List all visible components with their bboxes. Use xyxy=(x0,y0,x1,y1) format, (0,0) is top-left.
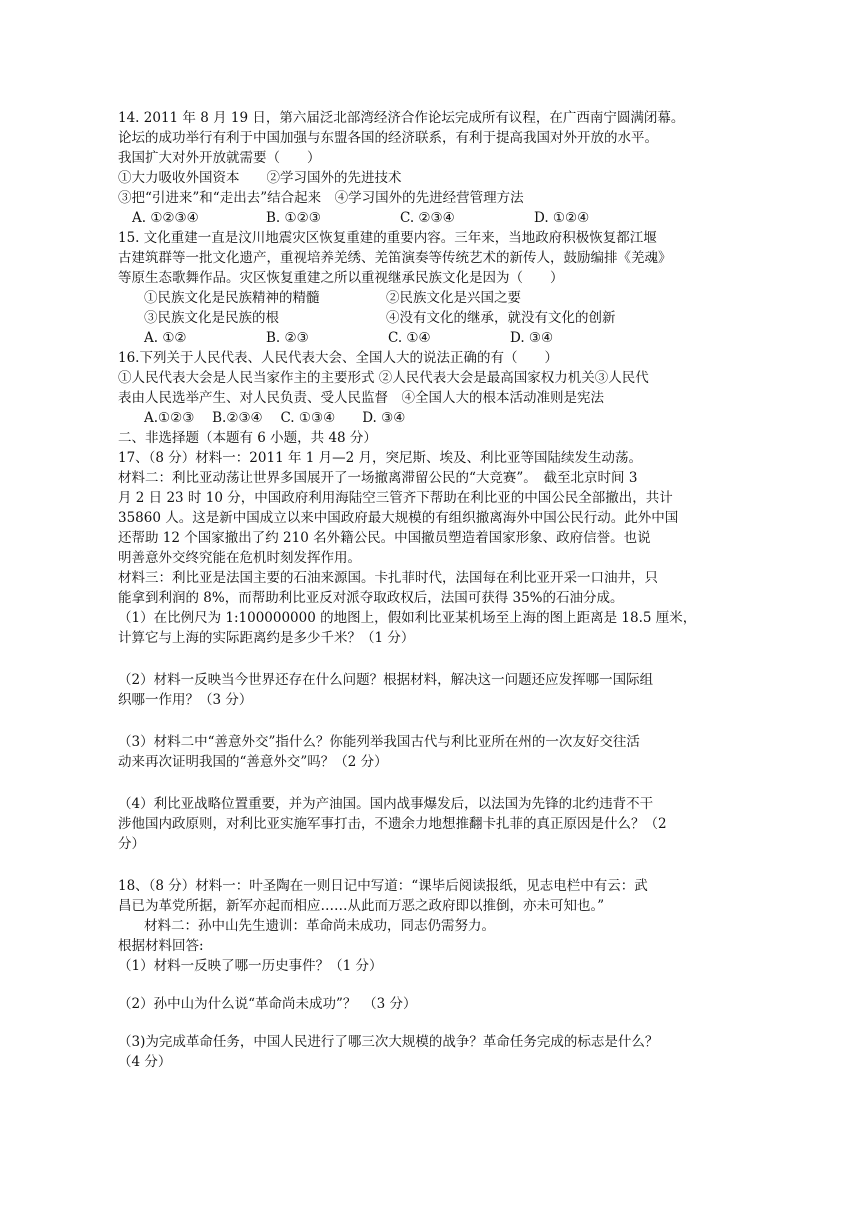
option-b: B. ②③ xyxy=(266,330,309,346)
question-line: 16.下列关于人民代表、人民代表大会、全国人大的说法正确的有（ ） xyxy=(118,350,558,366)
option-a: A. ①② xyxy=(144,330,187,346)
option-a: A. ①②③④ xyxy=(132,210,199,226)
option-c: C. ②③④ xyxy=(400,210,455,226)
sub-question-line: 计算它与上海的实际距离约是多少千米？（1 分） xyxy=(118,630,415,646)
answer-prompt: 根据材料回答: xyxy=(118,938,204,954)
sub-question-2: （2）孙中山为什么说“革命尚未成功”？ （3 分） xyxy=(118,996,417,1012)
sub-question-line: （4 分） xyxy=(118,1054,172,1070)
statement-2: ②民族文化是兴国之要 xyxy=(386,290,521,306)
answer-options xyxy=(118,328,758,348)
exam-content xyxy=(118,108,758,1072)
section-heading: 二、非选择题（本题有 6 小题，共 48 分） xyxy=(118,430,377,446)
material-line: 35860 人。这是新中国成立以来中国政府最大规模的有组织撤离海外中国公民行动。此外中国 xyxy=(118,510,679,526)
sub-question-line: 分） xyxy=(118,836,145,852)
question-line: 我国扩大对外开放就需要（ ） xyxy=(118,150,321,166)
question-17 xyxy=(118,448,758,854)
sub-question-line: 涉他国内政原则，对利比亚实施军事打击，不遗余力地想推翻卡扎菲的真正原因是什么？（2 xyxy=(118,816,667,832)
material-line: 明善意外交终究能在危机时刻发挥作用。 xyxy=(118,550,361,566)
material-1: 17、（8 分）材料一：2011 年 1 月—2 月，突尼斯、埃及、利比亚等国陆续发生动荡。 xyxy=(118,450,643,466)
material-2: 材料二：孙中山先生遗训：革命尚未成功，同志仍需努力。 xyxy=(144,918,495,934)
sub-question-line: （4）利比亚战略位置重要，并为产油国。国内战事爆发后，以法国为先锋的北约违背不干 xyxy=(118,796,654,812)
sub-question-line: （3）材料二中“善意外交”指什么？你能列举我国古代与利比亚所在州的一次友好交往活 xyxy=(118,734,640,750)
question-line: 表由人民选举产生、对人民负责、受人民监督 ④全国人大的根本活动准则是宪法 xyxy=(118,390,604,406)
sub-question-line: 动来再次证明我国的“善意外交”吗？（2 分） xyxy=(118,754,388,770)
question-18 xyxy=(118,876,758,1072)
option-d: D. ①②④ xyxy=(534,210,590,226)
question-15 xyxy=(118,228,758,348)
statement-1: ①民族文化是民族精神的精髓 xyxy=(144,290,320,306)
sub-question-2 xyxy=(118,670,758,710)
sub-question-line: 织哪一作用？（3 分） xyxy=(118,692,253,708)
material-3 xyxy=(118,568,758,608)
option-c: C. ①④ xyxy=(388,330,431,346)
material-2 xyxy=(118,468,758,568)
sub-question-3 xyxy=(118,1032,758,1072)
option-d: D. ③④ xyxy=(510,330,554,346)
material-line: 月 2 日 23 时 10 分，中国政府利用海陆空三管齐下帮助在利比亚的中国公民全部撤出，共计 xyxy=(118,490,673,506)
question-line: ③把“引进来”和“走出去”结合起来 ④学习国外的先进经营管理方法 xyxy=(118,190,524,206)
question-line: 15. 文化重建一直是汶川地震灾区恢复重建的重要内容。三年来，当地政府积极恢复都江堰 xyxy=(118,230,657,246)
sub-question-1 xyxy=(118,608,758,648)
question-line: 古建筑群等一批文化遗产，重视培养羌绣、羌笛演奏等传统艺术的新传人，鼓励编排《羌魂》 xyxy=(118,250,672,266)
question-14 xyxy=(118,108,758,228)
statement-3: ③民族文化是民族的根 xyxy=(144,310,279,326)
statement-4: ④没有文化的继承，就没有文化的创新 xyxy=(386,310,616,326)
material-line: 材料二：利比亚动荡让世界多国展开了一场撤离滞留公民的“大竞赛”。 截至北京时间 3 xyxy=(118,470,638,486)
sub-question-line: （2）材料一反映当今世界还存在什么问题？根据材料，解决这一问题还应发挥哪一国际组 xyxy=(118,672,654,688)
question-line: ①大力吸收外国资本 ②学习国外的先进技术 xyxy=(118,170,402,186)
material-line: 材料三：利比亚是法国主要的石油来源国。卡扎菲时代，法国每在利比亚开采一口油井，只 xyxy=(118,570,658,586)
sub-question-line: （3)为完成革命任务，中国人民进行了哪三次大规模的战争？革命任务完成的标志是什么？ xyxy=(118,1034,659,1050)
question-line: 论坛的成功举行有利于中国加强与东盟各国的经济联系，有利于提高我国对外开放的水平。 xyxy=(118,130,658,146)
sub-question-1: （1）材料一反映了哪一历史事件？（1 分） xyxy=(118,958,383,974)
option-b: B. ①②③ xyxy=(266,210,321,226)
material-line: 还帮助 12 个国家撤出了约 210 名外籍公民。中国撤员塑造着国家形象、政府信誉。也说 xyxy=(118,530,651,546)
statement-row xyxy=(118,308,758,328)
material-line: 昌已为革党所据，新军亦起而相应……从此而万恶之政府即以推倒，亦未可知也。” xyxy=(118,898,605,914)
sub-question-line: （1）在比例尺为 1:100000000 的地图上，假如利比亚某机场至上海的图上距离是 18.5 厘米， xyxy=(118,610,697,626)
material-line: 能拿到利润的 8%，而帮助利比亚反对派夺取政权后，法国可获得 35%的石油分成。 xyxy=(118,590,624,606)
answer-options xyxy=(118,208,758,228)
material-line: 18、（8 分）材料一：叶圣陶在一则日记中写道：“课毕后阅读报纸，见志电栏中有云：武 xyxy=(118,878,648,894)
sub-question-4 xyxy=(118,794,758,854)
question-line: 14. 2011 年 8 月 19 日，第六届泛北部湾经济合作论坛完成所有议程，在广西南宁圆满闭幕。 xyxy=(118,110,685,126)
statement-row xyxy=(118,288,758,308)
answer-options: A.①②③ B.②③④ C. ①③④ D. ③④ xyxy=(144,410,406,426)
question-line: ①人民代表大会是人民当家作主的主要形式 ②人民代表大会是最高国家权力机关③人民代 xyxy=(118,370,649,386)
question-16 xyxy=(118,348,758,428)
sub-question-3 xyxy=(118,732,758,772)
question-line: 等原生态歌舞作品。灾区恢复重建之所以重视继承民族文化是因为（ ） xyxy=(118,270,564,286)
